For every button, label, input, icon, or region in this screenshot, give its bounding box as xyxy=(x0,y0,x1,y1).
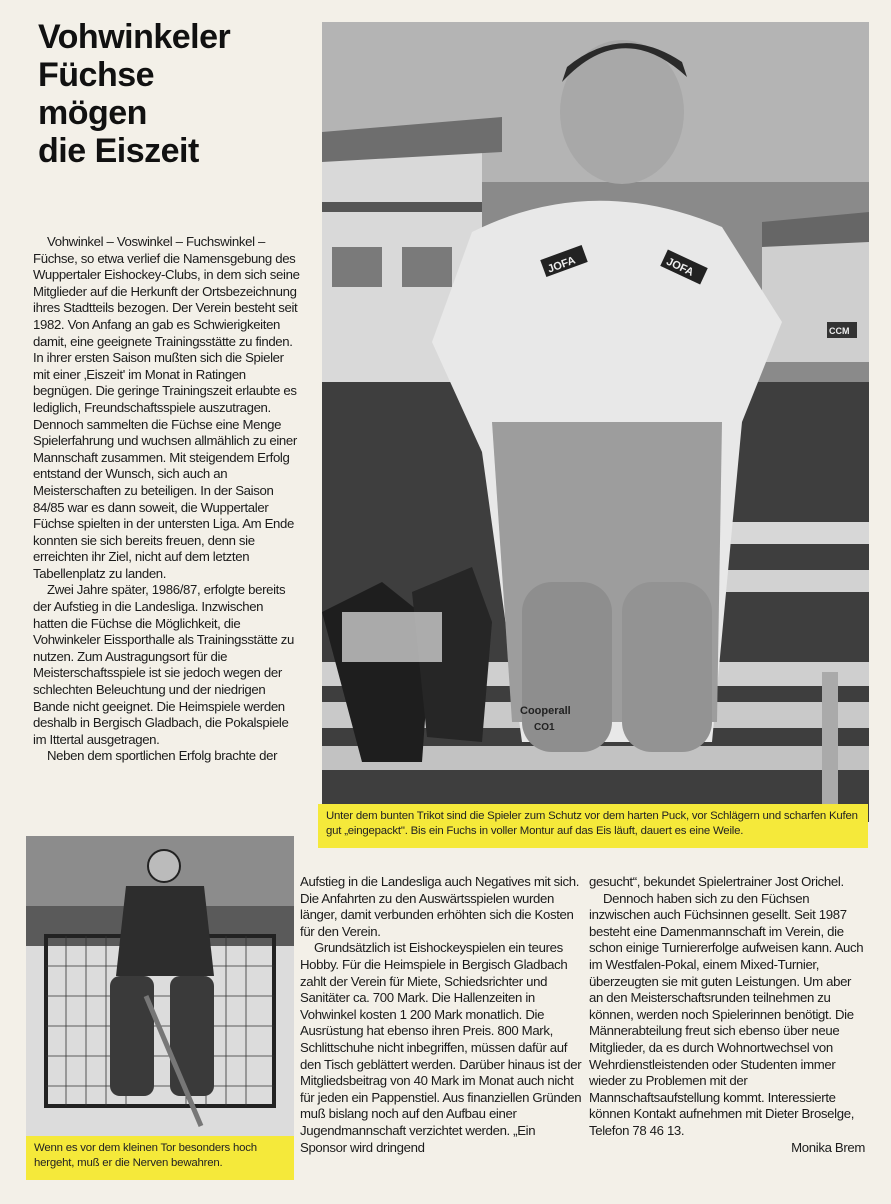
headline-line: mögen xyxy=(38,94,147,132)
article-column-1 xyxy=(33,234,301,765)
photo-label: JOFA xyxy=(546,254,578,276)
photo-label: CCM xyxy=(829,326,850,336)
photo-label: CO1 xyxy=(534,722,555,733)
article-column-3 xyxy=(589,874,865,1156)
article-column-2 xyxy=(300,874,582,1156)
headline-line: die Eiszeit xyxy=(38,132,199,170)
photo-label: Cooperall xyxy=(520,705,571,717)
hockey-player-photo xyxy=(322,22,869,822)
paragraph: Aufstieg in die Landesliga auch Negatives mit sich. Die Anfahrten zu den Auswärtsspielen wurden länger, damit verbunden erhöhten sich die Kosten für den Verein. xyxy=(300,874,580,939)
headline-line: Vohwinkeler xyxy=(38,18,231,56)
photo-caption-small xyxy=(26,1136,294,1180)
paragraph: Dennoch haben sich zu den Füchsen inzwischen auch Füchsinnen gesellt. Seit 1987 besteht eine Damenmannschaft im Verein, die schon einige Turniererfolge aufweisen kann. Auch im Westfalen-Pokal, einem Mixed-Turnier, überzeugten sie mit guten Leistungen. Um aber an den Meisterschaftsrunden teilnehmen zu können, werden noch Spielerinnen benötigt. Die Männerabteilung freut sich ebenso über neue Mitglieder, da es durch Wohnortwechsel von Wehrdienstleistenden oder Studenten immer wieder zu Problemen mit der Mannschaftsaufstellung kommt. Interessierte können Kontakt aufnehmen mit Dieter Broselge, Telefon 78 46 13. xyxy=(589,890,864,1138)
caption-text: Unter dem bunten Trikot sind die Spieler zum Schutz vor dem harten Puck, vor Schlägern und scharfen Kufen gut „eingepackt". Bis ein Fuchs in voller Montur auf das Eis läuft, dauert es eine Weile. xyxy=(326,810,858,837)
headline xyxy=(38,18,308,170)
photo-caption-large xyxy=(318,804,868,848)
paragraph: Grundsätzlich ist Eishockeyspielen ein teures Hobby. Für die Heimspiele in Bergisch Gladbach zahlt der Verein für Miete, Schiedsrichter und Sanitäter ca. 700 Mark. Die Hallenzeiten in Vohwinkel kosten 1 200 Mark monatlich. Die Ausrüstung hat ebenso ihren Preis. 800 Mark, Schlittschuhe nicht inbegriffen, müssen dafür auf den Tisch geblättert werden. Darüber hinaus ist der Mitgliedsbeitrag von 40 Mark im Monat auch nicht für jeden ein Pappenstiel. Aus finanziellen Gründen muß bislang noch auf den Aufbau einer Jugendmannschaft verzichtet werden. „Ein Sponsor wird dringend xyxy=(300,940,582,1155)
goalie-photo xyxy=(26,836,294,1136)
paragraph: Zwei Jahre später, 1986/87, erfolgte bereits der Aufstieg in die Landesliga. Inzwischen hatten die Füchse die Möglichkeit, die Vohwinkeler Eissporthalle als Trainingsstätte zu nutzen. Zum Austragungsort für die Meisterschaftsspiele ist sie jedoch wegen der schlechten Beleuchtung und der niedrigen Bande nicht geeignet. Die Heimspiele werden deshalb in Bergisch Gladbach, die Pokalspiele im Ittertal ausgetragen. xyxy=(33,582,295,747)
photo-label: JOFA xyxy=(664,255,696,279)
paragraph: gesucht“, bekundet Spielertrainer Jost Orichel. xyxy=(589,874,844,889)
paragraph: Vohwinkel – Voswinkel – Fuchswinkel – Füchse, so etwa verlief die Namensgebung des Wuppertaler Eishockey-Clubs, in dem sich seine Mitglieder auf die Herkunft der Ortsbezeichnung ihres Stadtteils bezogen. Der Verein besteht seit 1982. Von Anfang an gab es Schwierigkeiten damit, eine geeignete Trainingsstätte zu finden. In ihrer ersten Saison mußten sich die Spieler mit einer ‚Eiszeit' im Monat in Ratingen begnügen. Die geringe Trainingszeit erlaubte es lediglich, Freundschaftsspiele auszutragen. Dennoch sammelten die Füchse eine Menge Spielerfahrung und wuchsen allmählich zu einer Mannschaft zusammen. Mit steigendem Erfolg entstand der Wunsch, sich auch an Meisterschaften zu beteiligen. In der Saison 84/85 war es dann soweit, die Wuppertaler Füchse spielten in der untersten Liga. Am Ende konnten sie sich bereits freuen, denn sie erreichten ihr Ziel, nicht auf dem letzten Tabellenplatz zu landen. xyxy=(33,234,300,581)
headline-line: Füchse xyxy=(38,56,155,94)
author-signature: Monika Brem xyxy=(791,1139,865,1155)
caption-text: Wenn es vor dem kleinen Tor besonders hoch hergeht, muß er die Nerven bewahren. xyxy=(34,1142,257,1169)
paragraph: Neben dem sportlichen Erfolg brachte der xyxy=(47,748,278,764)
